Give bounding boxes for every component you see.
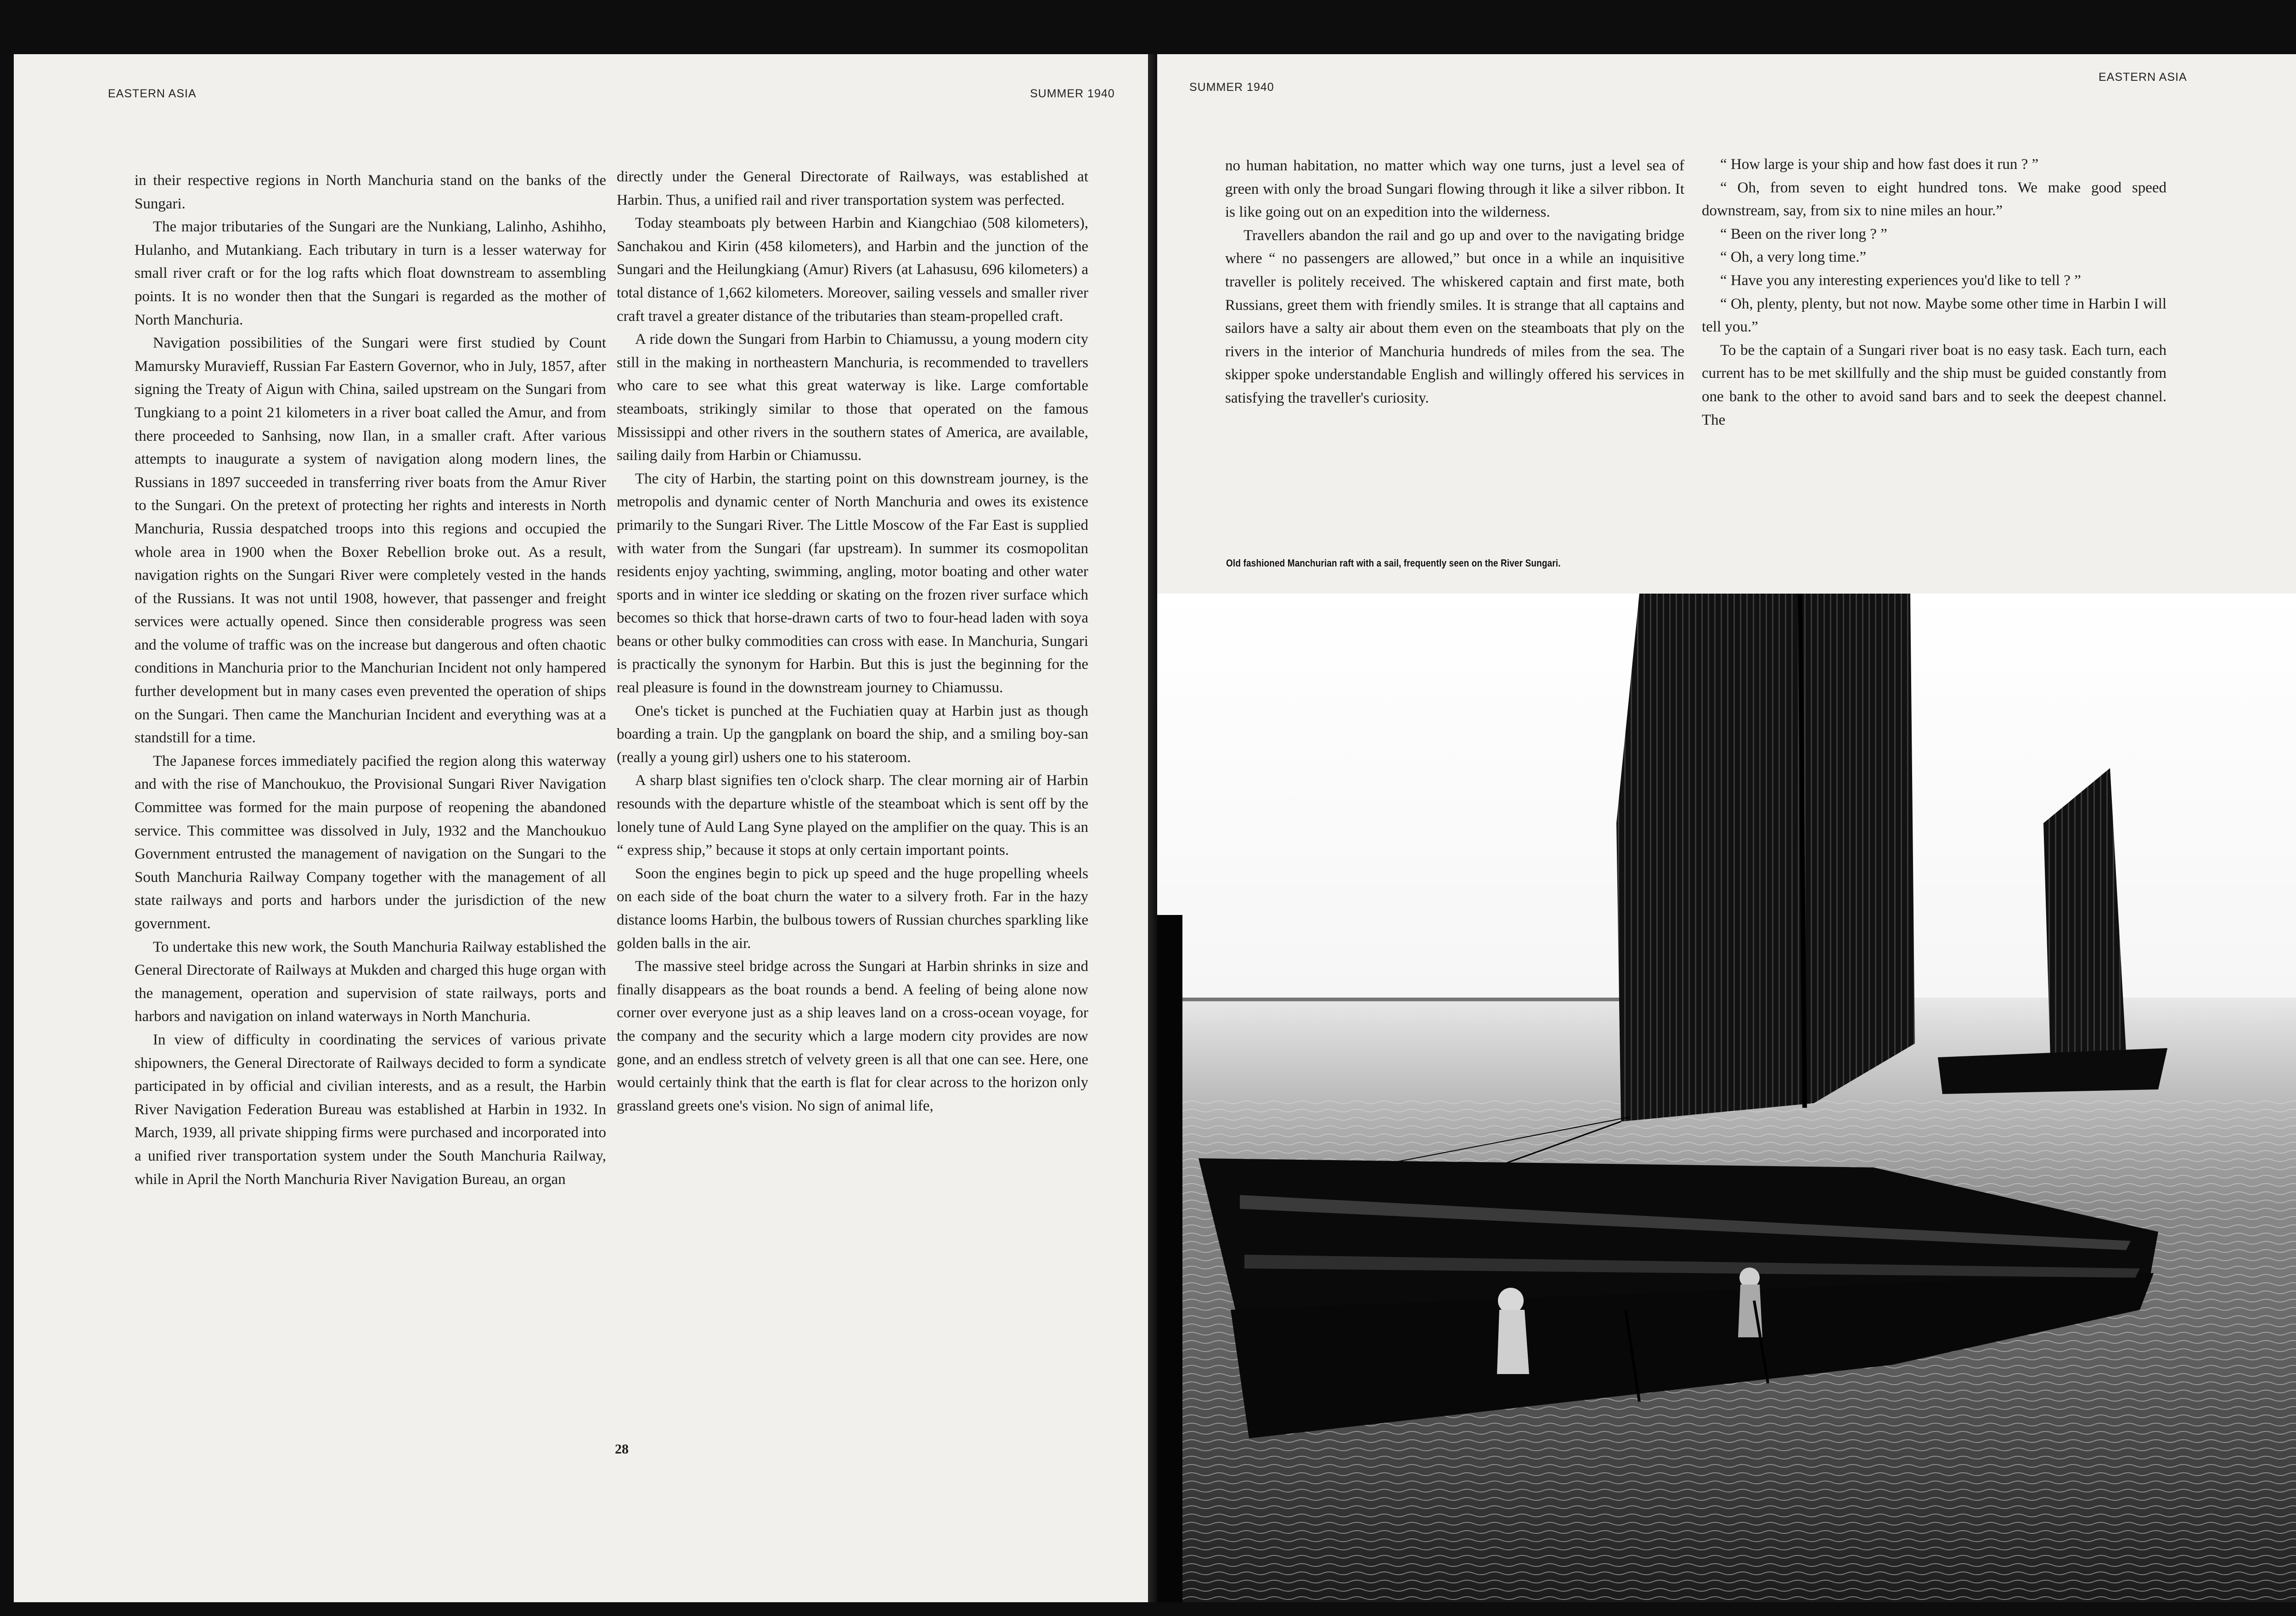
raft-photograph	[1157, 594, 2296, 1602]
raft-sail-illustration	[1157, 594, 2296, 1602]
paragraph: “ Oh, a very long time.”	[1720, 249, 1866, 266]
left-column-2	[617, 165, 1088, 1117]
right-page	[1157, 54, 2296, 1602]
paragraph: The massive steel bridge across the Sungari at Harbin shrinks in size and finally disappears as the boat rounds a bend. A feeling of being alone now corner over everyone just as a ship leaves land on a cross-ocean voyage, for the company and the security which a large modern city provides are now gone, and an endless stretch of velvety green is all that one can see. Here, one would certainly think that the earth is flat for clear across to the horizon only grassland greets one's vision. No sign of animal life,	[617, 958, 1088, 1114]
paragraph: “ How large is your ship and how fast does it run ? ”	[1720, 156, 2039, 173]
right-column-2	[1702, 153, 2167, 432]
paragraph: The city of Harbin, the starting point on this downstream journey, is the metropolis and dynamic center of North Manchuria and owes its existence primarily to the Sungari River. The Little Moscow of the Far East is supplied with water from the Sungari (far upstream). In summer its cosmopolitan residents enjoy yachting, swimming, angling, motor boating and other water sports and in winter ice sledding or skating on the frozen river surface which becomes so thick that horse-drawn carts of two to four-head laden with soya beans or other bulky commodities can cross with ease. In Manchuria, Sungari is practically the synonym for Harbin. But this is just the beginning for the real pleasure is found in the downstream journey to Chiamussu.	[617, 470, 1088, 696]
paragraph: The major tributaries of the Sungari are the Nunkiang, Lalinho, Ashihho, Hulanho, and Mutankiang. Each tributary in turn is a lesser waterway for small river craft or for the log rafts which float downstream to assembling points. It is no wonder then that the Sungari is regarded as the mother of North Manchuria.	[135, 219, 606, 328]
paragraph: A sharp blast signifies ten o'clock sharp. The clear morning air of Harbin resounds with the departure whistle of the steamboat which is sent off by the lonely tune of Auld Lang Syne played on the amplifier on the quay. This is an “ express ship,” because it stops at only certain important points.	[617, 772, 1088, 859]
photo-caption: Old fashioned Manchurian raft with a sail, frequently seen on the River Sungari.	[1226, 557, 1561, 569]
paragraph: no human habitation, no matter which way one turns, just a level sea of green with only the broad Sungari flowing through it like a silver ribbon. It is like going out on an expedition into the wilderness.	[1225, 157, 1684, 221]
paragraph: “ Oh, from seven to eight hundred tons. We make good speed downstream, say, from six to nine miles an hour.”	[1702, 179, 2167, 219]
paragraph: A ride down the Sungari from Harbin to Chiamussu, a young modern city still in the making in northeastern Manchuria, is recommended to travellers who care to see what this great waterway is like. Large comfortable steamboats, strikingly similar to those that operated on the famous Mississippi and other rivers in the southern states of America, are available, sailing daily from Harbin or Chiamussu.	[617, 331, 1088, 464]
gutter	[1147, 54, 1158, 1602]
paragraph: “ Have you any interesting experiences you'd like to tell ? ”	[1720, 272, 2081, 289]
paragraph: “ Oh, plenty, plenty, but not now. Maybe some other time in Harbin I will tell you.”	[1702, 295, 2167, 336]
left-page	[14, 54, 1148, 1602]
page-number: 28	[615, 1442, 629, 1457]
right-column-1	[1225, 154, 1684, 410]
left-column-1	[135, 169, 606, 1191]
paragraph: Today steamboats ply between Harbin and Kiangchiao (508 kilometers), Sanchakou and Kirin (458 kilometers), and Harbin and the junction of the Sungari and the Heilungkiang (Amur) Rivers (at Lahasusu, 696 kilometers) a total distance of 1,662 kilometers. Moreover, sailing vessels and smaller river craft travel a greater distance of the tributaries than steam-propelled craft.	[617, 215, 1088, 325]
running-head-date: SUMMER 1940	[1189, 81, 1274, 94]
running-head-right: EASTERN ASIA	[2099, 71, 2187, 84]
running-head-date: SUMMER 1940	[1030, 87, 1115, 100]
paragraph: The Japanese forces immediately pacified the region along this waterway and with the rise of Manchoukuo, the Provisional Sungari River Navigation Committee was formed for the main purpose of reopening the abandoned service. This committee was dissolved in July, 1932 and the Manchoukuo Government entrusted the management of navigation on the Sungari to the South Manchuria Railway Company together with the management of all state railways and ports and harbors under the jurisdiction of the new government.	[135, 752, 606, 932]
paragraph: “ Been on the river long ? ”	[1720, 225, 1887, 242]
paragraph: Travellers abandon the rail and go up and over to the navigating bridge where “ no passengers are allowed,” but once in a while an inquisitive traveller is politely received. The whiskered captain and first mate, both Russians, greet them with friendly smiles. It is strange that all captains and sailors have a salty air about them even on the steamboats that ply on the rivers in the interior of Manchuria hundreds of miles from the sea. The skipper spoke understandable English and willingly offered his services in satisfying the traveller's curiosity.	[1225, 227, 1684, 406]
paragraph: Soon the engines begin to pick up speed and the huge propelling wheels on each side of the boat churn the water to a silvery froth. Far in the hazy distance looms Harbin, the bulbous towers of Russian churches sparkling like golden balls in the air.	[617, 865, 1088, 952]
paragraph: To be the captain of a Sungari river boat is no easy task. Each turn, each current has to be met skillfully and the ship must be guided constantly from one bank to the other to avoid sand bars and to seek the deepest channel. The	[1702, 342, 2167, 428]
paragraph: in their respective regions in North Manchuria stand on the banks of the Sungari.	[135, 172, 606, 212]
paragraph: To undertake this new work, the South Manchuria Railway established the General Directorate of Railways at Mukden and charged this huge organ with the management, operation and supervision of state railways, ports and harbors and navigation on inland waterways in North Manchuria.	[135, 938, 606, 1025]
paragraph: One's ticket is punched at the Fuchiatien quay at Harbin just as though boarding a train. Up the gangplank on board the ship, and a smiling boy-san (really a young girl) ushers one to his stateroom.	[617, 702, 1088, 766]
paragraph: In view of difficulty in coordinating the services of various private shipowners, the General Directorate of Railways decided to form a syndicate participated in by official and civilian interests, and as a result, the Harbin River Navigation Federation Bureau was established at Harbin in 1932. In March, 1939, all private shipping firms were purchased and incorporated into a unified river transportation system under the South Manchuria Railway, while in April the North Manchuria River Navigation Bureau, an organ	[135, 1031, 606, 1188]
running-head-left: EASTERN ASIA	[108, 87, 197, 100]
paragraph: directly under the General Directorate of Railways, was established at Harbin. Thus, a unified rail and river transportation system was perfected.	[617, 168, 1088, 208]
paragraph: Navigation possibilities of the Sungari were first studied by Count Mamursky Muravieff, Russian Far Eastern Governor, who in July, 1857, after signing the Treaty of Aigun with China, sailed upstream on the Sungari from Tungkiang to a point 21 kilometers in a river boat called the Amur, and from there proceeded to Sanhsing, now Ilan, in a smaller craft. After various attempts to inaugurate a system of navigation along modern lines, the Russians in 1897 succeeded in transferring river boats from the Amur River to the Sungari. On the pretext of protecting her rights and interests in North Manchuria, Russia despatched troops into this regions and occupied the whole area in 1900 when the Boxer Rebellion broke out. As a result, navigation rights on the Sungari River were completely vested in the hands of the Russians. It was not until 1908, however, that passenger and freight services were actually opened. Since then considerable progress was seen and the volume of traffic was on the increase but dangerous and often chaotic conditions in Manchuria prior to the Manchurian Incident not only hampered further development but in many cases even prevented the operation of ships on the Sungari. Then came the Manchurian Incident and everything was at a standstill for a time.	[135, 335, 606, 746]
